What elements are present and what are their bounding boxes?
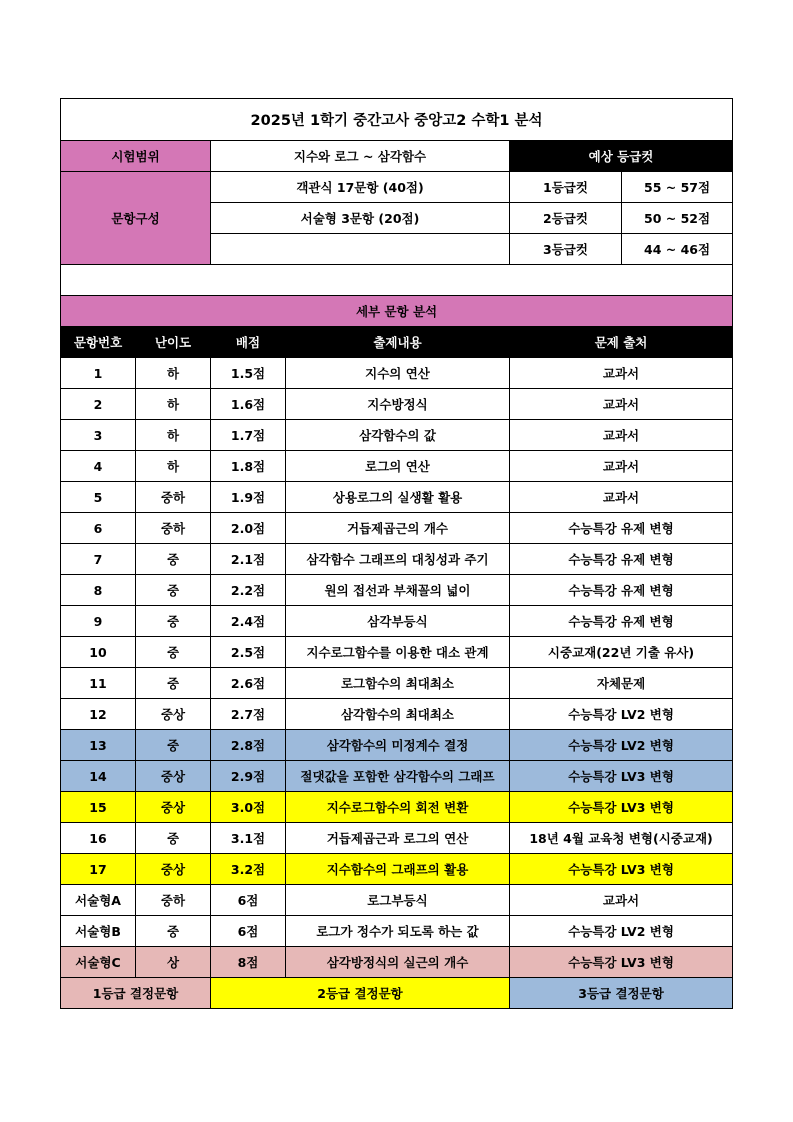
content: 로그의 연산 (286, 451, 510, 482)
points: 1.7점 (211, 420, 286, 451)
question-number: 14 (61, 761, 136, 792)
legend-row (61, 978, 733, 1009)
source: 수능특강 LV2 변형 (510, 916, 733, 947)
column-header: 문제 출처 (510, 327, 733, 358)
question-row (61, 637, 733, 668)
question-number: 2 (61, 389, 136, 420)
source: 수능특강 LV3 변형 (510, 792, 733, 823)
points: 3.0점 (211, 792, 286, 823)
points: 2.2점 (211, 575, 286, 606)
legend-item: 2등급 결정문항 (211, 978, 510, 1009)
source: 수능특강 유제 변형 (510, 544, 733, 575)
content: 삼각함수의 값 (286, 420, 510, 451)
question-row (61, 420, 733, 451)
points: 1.8점 (211, 451, 286, 482)
question-number: 11 (61, 668, 136, 699)
points: 1.9점 (211, 482, 286, 513)
column-header: 출제내용 (286, 327, 510, 358)
question-number: 3 (61, 420, 136, 451)
content: 거듭제곱근의 개수 (286, 513, 510, 544)
points: 6점 (211, 916, 286, 947)
source: 자체문제 (510, 668, 733, 699)
points: 2.4점 (211, 606, 286, 637)
difficulty: 상 (136, 947, 211, 978)
source: 교과서 (510, 451, 733, 482)
points: 2.5점 (211, 637, 286, 668)
difficulty: 중 (136, 544, 211, 575)
question-row (61, 885, 733, 916)
content: 삼각함수의 미정계수 결정 (286, 730, 510, 761)
difficulty: 중 (136, 668, 211, 699)
question-number: 8 (61, 575, 136, 606)
source: 18년 4월 교육청 변형(시중교재) (510, 823, 733, 854)
difficulty: 중하 (136, 513, 211, 544)
difficulty: 하 (136, 389, 211, 420)
range-value: 지수와 로그 ~ 삼각함수 (211, 141, 510, 172)
source: 수능특강 LV3 변형 (510, 761, 733, 792)
points: 1.6점 (211, 389, 286, 420)
content: 삼각함수 그래프의 대칭성과 주기 (286, 544, 510, 575)
points: 6점 (211, 885, 286, 916)
content: 삼각방정식의 실근의 개수 (286, 947, 510, 978)
content: 삼각부등식 (286, 606, 510, 637)
question-row (61, 358, 733, 389)
source: 교과서 (510, 389, 733, 420)
difficulty: 중 (136, 730, 211, 761)
content: 지수로그함수의 회전 변환 (286, 792, 510, 823)
source: 수능특강 유제 변형 (510, 575, 733, 606)
difficulty: 중 (136, 823, 211, 854)
question-number: 12 (61, 699, 136, 730)
content: 지수방정식 (286, 389, 510, 420)
content: 지수의 연산 (286, 358, 510, 389)
difficulty: 중상 (136, 761, 211, 792)
source: 수능특강 LV2 변형 (510, 730, 733, 761)
question-number: 15 (61, 792, 136, 823)
difficulty: 중하 (136, 885, 211, 916)
legend-item: 1등급 결정문항 (61, 978, 211, 1009)
question-number: 서술형B (61, 916, 136, 947)
difficulty: 중 (136, 575, 211, 606)
difficulty: 중 (136, 606, 211, 637)
structure-line: 객관식 17문항 (40점) (211, 172, 510, 203)
cutoff-grade: 2등급컷 (510, 203, 622, 234)
difficulty: 하 (136, 451, 211, 482)
column-header: 배점 (211, 327, 286, 358)
points: 2.9점 (211, 761, 286, 792)
question-row (61, 451, 733, 482)
question-number: 10 (61, 637, 136, 668)
content: 절댓값을 포함한 삼각함수의 그래프 (286, 761, 510, 792)
question-row (61, 947, 733, 978)
points: 1.5점 (211, 358, 286, 389)
source: 수능특강 유제 변형 (510, 606, 733, 637)
cutoff-grade: 1등급컷 (510, 172, 622, 203)
source: 시중교재(22년 기출 유사) (510, 637, 733, 668)
question-number: 6 (61, 513, 136, 544)
detail-title: 세부 문항 분석 (61, 296, 733, 327)
difficulty: 하 (136, 420, 211, 451)
content: 지수로그함수를 이용한 대소 관계 (286, 637, 510, 668)
question-number: 4 (61, 451, 136, 482)
question-row (61, 544, 733, 575)
source: 교과서 (510, 358, 733, 389)
difficulty: 하 (136, 358, 211, 389)
source: 수능특강 LV2 변형 (510, 699, 733, 730)
question-number: 17 (61, 854, 136, 885)
question-number: 5 (61, 482, 136, 513)
difficulty: 중상 (136, 792, 211, 823)
difficulty: 중 (136, 637, 211, 668)
question-row (61, 916, 733, 947)
points: 8점 (211, 947, 286, 978)
difficulty: 중 (136, 916, 211, 947)
cutoff-score: 50 ~ 52점 (622, 203, 733, 234)
points: 3.1점 (211, 823, 286, 854)
question-number: 9 (61, 606, 136, 637)
points: 3.2점 (211, 854, 286, 885)
question-number: 서술형C (61, 947, 136, 978)
question-row (61, 823, 733, 854)
question-row (61, 389, 733, 420)
question-row (61, 699, 733, 730)
cutoff-score: 55 ~ 57점 (622, 172, 733, 203)
points: 2.7점 (211, 699, 286, 730)
source: 교과서 (510, 420, 733, 451)
question-row (61, 761, 733, 792)
difficulty: 중상 (136, 854, 211, 885)
question-row (61, 668, 733, 699)
page-title: 2025년 1학기 중간고사 중앙고2 수학1 분석 (61, 99, 733, 141)
question-row (61, 513, 733, 544)
question-row (61, 854, 733, 885)
difficulty: 중하 (136, 482, 211, 513)
question-row (61, 482, 733, 513)
structure-line (211, 234, 510, 265)
source: 수능특강 LV3 변형 (510, 854, 733, 885)
question-number: 서술형A (61, 885, 136, 916)
content: 로그가 정수가 되도록 하는 값 (286, 916, 510, 947)
points: 2.0점 (211, 513, 286, 544)
range-label: 시험범위 (61, 141, 211, 172)
column-header-row (61, 327, 733, 358)
content: 로그함수의 최대최소 (286, 668, 510, 699)
points: 2.6점 (211, 668, 286, 699)
content: 삼각함수의 최대최소 (286, 699, 510, 730)
exam-analysis-table (60, 98, 733, 1009)
cutoff-grade: 3등급컷 (510, 234, 622, 265)
points: 2.8점 (211, 730, 286, 761)
source: 수능특강 LV3 변형 (510, 947, 733, 978)
question-row (61, 792, 733, 823)
source: 교과서 (510, 885, 733, 916)
question-number: 1 (61, 358, 136, 389)
content: 지수함수의 그래프의 활용 (286, 854, 510, 885)
cutoff-score: 44 ~ 46점 (622, 234, 733, 265)
column-header: 난이도 (136, 327, 211, 358)
column-header: 문항번호 (61, 327, 136, 358)
question-row (61, 606, 733, 637)
structure-label: 문항구성 (61, 172, 211, 265)
difficulty: 중상 (136, 699, 211, 730)
question-number: 16 (61, 823, 136, 854)
question-row (61, 575, 733, 606)
legend-item: 3등급 결정문항 (510, 978, 733, 1009)
question-number: 7 (61, 544, 136, 575)
question-number: 13 (61, 730, 136, 761)
content: 거듭제곱근과 로그의 연산 (286, 823, 510, 854)
content: 상용로그의 실생활 활용 (286, 482, 510, 513)
cutoff-header: 예상 등급컷 (510, 141, 733, 172)
points: 2.1점 (211, 544, 286, 575)
content: 로그부등식 (286, 885, 510, 916)
spacer-row (61, 265, 733, 296)
source: 교과서 (510, 482, 733, 513)
question-row (61, 730, 733, 761)
structure-line: 서술형 3문항 (20점) (211, 203, 510, 234)
source: 수능특강 유제 변형 (510, 513, 733, 544)
content: 원의 접선과 부채꼴의 넓이 (286, 575, 510, 606)
